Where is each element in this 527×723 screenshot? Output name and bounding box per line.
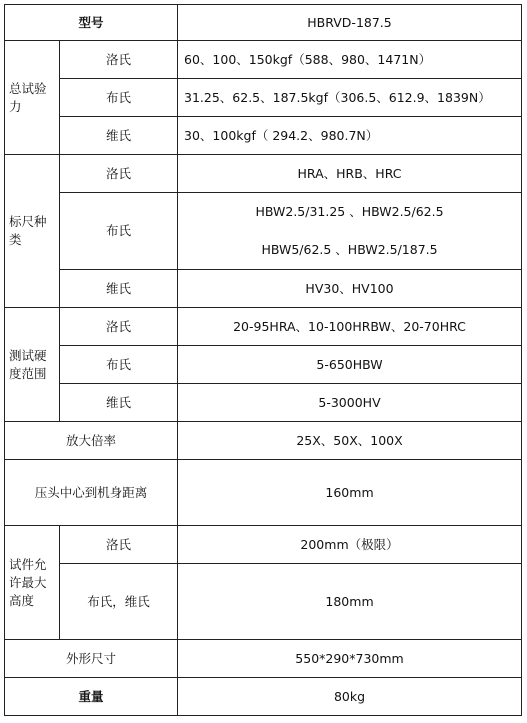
force-type: 洛氏 [60, 41, 178, 79]
magnification-label: 放大倍率 [5, 422, 178, 460]
row-scale-vickers [5, 270, 522, 308]
range-label-line: 度范围 [9, 365, 47, 381]
scale-label-line: 类 [9, 232, 22, 247]
scale-label [5, 155, 60, 308]
row-height-brinell-vickers [5, 564, 522, 640]
range-label-line: 测试硬 [9, 347, 47, 363]
range-value: 5-3000HV [178, 384, 522, 422]
row-dimensions [5, 640, 522, 678]
force-value: 30、100kgf（ 294.2、980.7N） [178, 117, 522, 155]
scale-value [178, 193, 522, 270]
row-scale-rockwell [5, 155, 522, 193]
scale-value: HRA、HRB、HRC [178, 155, 522, 193]
scale-label-line: 标尺种 [9, 214, 47, 229]
row-magnification [5, 422, 522, 460]
row-distance [5, 460, 522, 526]
row-range-brinell [5, 346, 522, 384]
model-label: 型号 [5, 5, 178, 41]
range-value: 20-95HRA、10-100HRBW、20-70HRC [178, 308, 522, 346]
range-label [5, 308, 60, 422]
force-label-line: 总试验 [9, 80, 47, 96]
range-value: 5-650HBW [178, 346, 522, 384]
row-force-vickers [5, 117, 522, 155]
force-value: 60、100、150kgf（588、980、1471N） [178, 41, 522, 79]
row-range-vickers [5, 384, 522, 422]
force-label [5, 41, 60, 155]
row-force-rockwell [5, 41, 522, 79]
scale-type: 维氏 [60, 270, 178, 308]
row-weight [5, 678, 522, 716]
magnification-value: 25X、50X、100X [178, 422, 522, 460]
force-label-line: 力 [9, 98, 22, 114]
dimensions-value: 550*290*730mm [178, 640, 522, 678]
row-scale-brinell [5, 193, 522, 270]
scale-type: 洛氏 [60, 155, 178, 193]
scale-value-line: HBW5/62.5 、HBW2.5/187.5 [261, 242, 438, 257]
height-label-line: 高度 [9, 592, 35, 608]
force-value: 31.25、62.5、187.5kgf（306.5、612.9、1839N） [178, 79, 522, 117]
force-type: 布氏 [60, 79, 178, 117]
model-value: HBRVD-187.5 [178, 5, 522, 41]
height-value: 180mm [178, 564, 522, 640]
height-label-line: 试件允 [9, 556, 47, 572]
weight-value: 80kg [178, 678, 522, 716]
force-type: 维氏 [60, 117, 178, 155]
scale-value: HV30、HV100 [178, 270, 522, 308]
scale-value-line: HBW2.5/31.25 、HBW2.5/62.5 [255, 204, 444, 219]
dimensions-label: 外形尺寸 [5, 640, 178, 678]
range-type: 维氏 [60, 384, 178, 422]
spec-table [4, 4, 522, 716]
row-force-brinell [5, 79, 522, 117]
range-type: 洛氏 [60, 308, 178, 346]
height-type: 布氏，维氏 [60, 564, 178, 640]
distance-value: 160mm [178, 460, 522, 526]
row-range-rockwell [5, 308, 522, 346]
range-type: 布氏 [60, 346, 178, 384]
height-type: 洛氏 [60, 526, 178, 564]
row-height-rockwell [5, 526, 522, 564]
height-value: 200mm（极限） [178, 526, 522, 564]
height-label-line: 许最大 [9, 574, 47, 590]
weight-label: 重量 [5, 678, 178, 716]
row-model [5, 5, 522, 41]
distance-label: 压头中心到机身距离 [5, 460, 178, 526]
scale-type: 布氏 [60, 193, 178, 270]
height-label [5, 526, 60, 640]
